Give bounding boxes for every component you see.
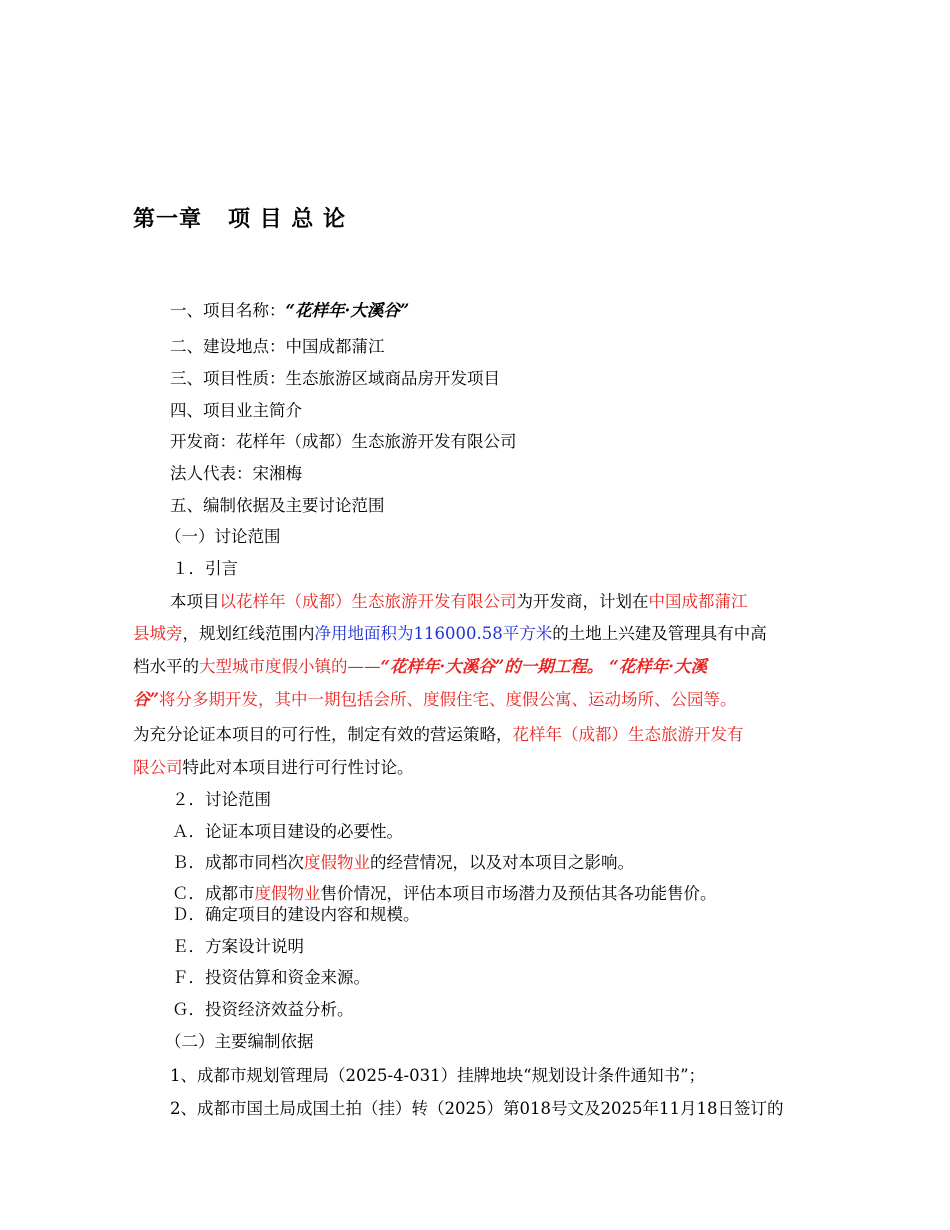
scope-item-f: Ｆ．投资估算和资金来源。	[172, 968, 370, 987]
text-run-bold-red: “花样年·大溪谷”的一期工程。	[380, 657, 604, 676]
intro-para-line-1	[170, 591, 748, 613]
project-name-line	[170, 300, 409, 322]
text-run-red: 中国成都蒲江	[648, 592, 748, 611]
intro-para-line-2	[133, 623, 767, 645]
scope-item-e: Ｅ．方案设计说明	[172, 937, 304, 956]
text-run: 档水平的	[133, 657, 199, 676]
text-run: 为充分论证本项目的可行性，制定有效的营运策略，	[133, 725, 513, 744]
text-run: 为开发商，计划在	[516, 592, 649, 611]
scope-subheading: ２．讨论范围	[172, 790, 271, 809]
owner-line: 四、项目业主简介	[170, 401, 302, 420]
text-run-red: 将分多期开发，其中一期包括会所、度假住宅、度假公寓、运动场所、公园等。	[159, 690, 737, 709]
scope-item-a: Ａ．论证本项目建设的必要性。	[172, 822, 403, 841]
nature-line: 三、项目性质：生态旅游区域商品房开发项目	[170, 369, 500, 388]
text-run: 特此对本项目进行可行性讨论。	[182, 758, 414, 777]
text-run: ，规划红线范围内	[182, 624, 315, 643]
text-run-red: 限公司	[133, 758, 183, 777]
project-name-value: “花样年·大溪谷”	[285, 301, 410, 320]
basis-item-1: 1、成都市规划管理局（2025-4-031）挂牌地块“规划设计条件通知书”；	[170, 1066, 706, 1085]
intro-para-line-4	[133, 689, 737, 711]
text-run: 的经营情况，以及对本项目之影响。	[370, 853, 634, 872]
text-run-bold-red: “花样年·大溪	[609, 657, 707, 676]
intro-para-line-3	[133, 656, 707, 678]
basis-subheading: （二）主要编制依据	[165, 1032, 314, 1051]
legal-rep-line: 法人代表：宋湘梅	[170, 464, 302, 483]
chapter-title: 第一章 项 目 总 论	[133, 207, 346, 232]
text-run: 售价情况，评估本项目市场潜力及预估其各功能售价。	[320, 884, 717, 903]
text-run-blue: 净用地面积为116000.58平方米	[314, 624, 553, 643]
intro-para-line-5	[133, 724, 744, 746]
scope-item-c	[172, 883, 717, 905]
intro-heading: １．引言	[172, 559, 238, 578]
scope-item-d: Ｄ．确定项目的建设内容和规模。	[172, 905, 420, 924]
scope-item-g: Ｇ．投资经济效益分析。	[172, 1000, 354, 1019]
developer-line: 开发商：花样年（成都）生态旅游开发有限公司	[170, 432, 517, 451]
text-run-red: 县城旁	[133, 624, 183, 643]
basis-line: 五、编制依据及主要讨论范围	[170, 496, 385, 515]
text-run-red: 度假物业	[304, 853, 370, 872]
text-run-red: 以花样年（成都）生态旅游开发有限公司	[219, 592, 517, 611]
text-run: Ｃ．成都市	[172, 884, 255, 903]
text-run: Ｂ．成都市同档次	[172, 853, 304, 872]
intro-para-line-6	[133, 757, 414, 779]
text-run-bold-red: 谷”	[133, 690, 159, 709]
text-run-red: 大型城市度假小镇的——	[199, 657, 381, 676]
scope-heading: （一）讨论范围	[165, 527, 281, 546]
text-run-red: 度假物业	[254, 884, 321, 903]
text-run: 本项目	[170, 592, 220, 611]
site-line: 二、建设地点：中国成都蒲江	[170, 337, 385, 356]
scope-item-b	[172, 852, 634, 874]
basis-item-2: 2、成都市国土局成国土拍（挂）转（2025）第018号文及2025年11月18日签订的	[170, 1099, 784, 1118]
text-run-red: 花样年（成都）生态旅游开发有	[512, 725, 744, 744]
project-name-label: 一、项目名称：	[170, 301, 286, 320]
text-run: 的土地上兴建及管理具有中高	[552, 624, 767, 643]
